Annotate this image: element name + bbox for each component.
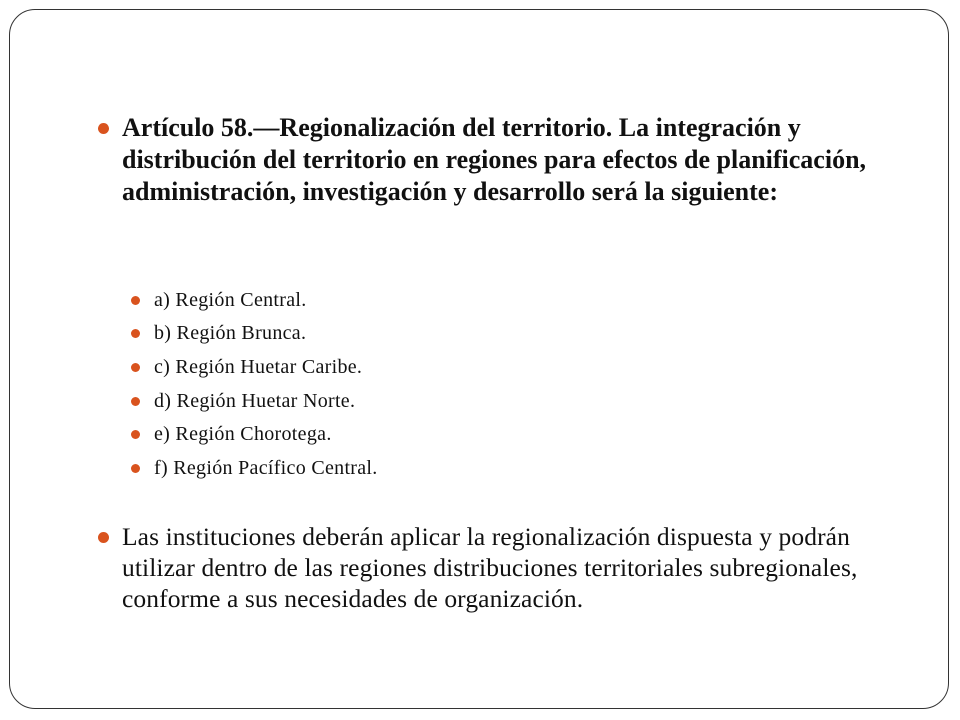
region-item: a) Región Central. [154, 289, 307, 311]
region-item: c) Región Huetar Caribe. [154, 356, 363, 378]
region-item: e) Región Chorotega. [154, 423, 332, 445]
region-item: b) Región Brunca. [154, 322, 307, 344]
bullet-icon [131, 329, 140, 338]
bullet-icon [98, 532, 109, 543]
bullet-icon [131, 397, 140, 406]
region-item: d) Región Huetar Norte. [154, 390, 356, 412]
bullet-icon [131, 363, 140, 372]
article-heading: Artículo 58.—Regionalización del territorio. La integración y distribución del territorio en regiones para efectos de planificación, administración, investigación y desarrollo será la siguiente: [122, 113, 867, 206]
closing-paragraph: Las instituciones deberán aplicar la regionalización dispuesta y podrán utilizar dentro de las regiones distribuciones territoriales subregionales, conforme a sus necesidades de organización. [122, 522, 858, 613]
region-item: f) Región Pacífico Central. [154, 457, 378, 479]
bullet-icon [131, 430, 140, 439]
bullet-icon [131, 296, 140, 305]
bullet-icon [131, 464, 140, 473]
bullet-icon [98, 123, 109, 134]
